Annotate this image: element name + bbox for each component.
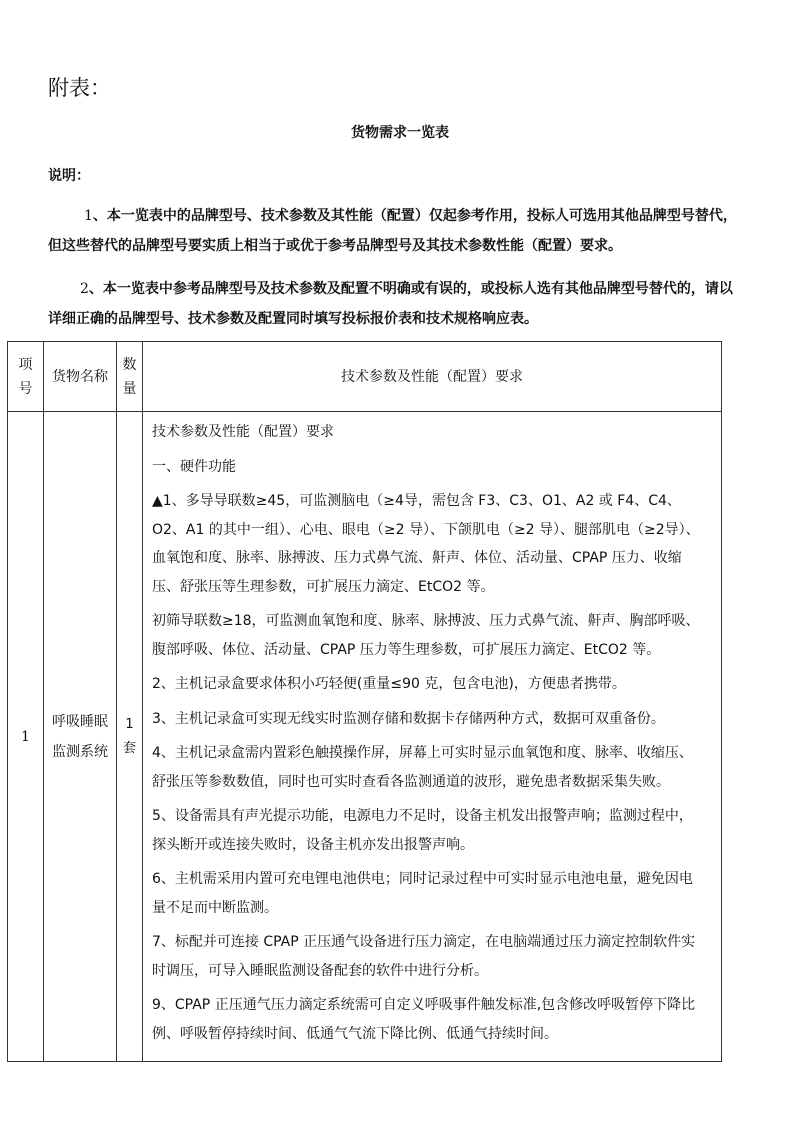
note-paragraph: [48, 274, 744, 334]
note-index: 1: [84, 208, 93, 224]
document-title: 货物需求一览表: [351, 125, 449, 141]
table-row: [8, 412, 722, 1062]
cell-goods-name: 呼吸睡眠监测系统: [44, 412, 117, 1062]
cell-quantity: 1套: [117, 412, 143, 1062]
appendix-title: 附表：: [48, 76, 111, 100]
note-text: 、本一览表中参考品牌型号及技术参数及配置不明确或有误的，或投标人选有其他品牌型号替代的，请以详细正确的品牌型号、技术参数及配置同时填写投标报价表和技术规格响应表。: [48, 281, 733, 327]
spec-line: 3、主机记录盒可实现无线实时监测存储和数据卡存储两种方式，数据可双重备份。: [152, 710, 665, 727]
note-index: 2: [80, 281, 89, 297]
header-item-no: 项号: [8, 342, 44, 412]
requirements-table: [7, 341, 722, 1062]
table-header-row: [8, 342, 722, 412]
spec-line: 6、主机需采用内置可充电锂电池供电；同时记录过程中可实时显示电池电量，避免因电量不足而中断监测。: [152, 871, 693, 916]
spec-line: 技术参数及性能（配置）要求: [152, 424, 334, 440]
note-text: 、本一览表中的品牌型号、技术参数及其性能（配置）仅起参考作用，投标人可选用其他品牌型号替代，但这些替代的品牌型号要实质上相当于或优于参考品牌型号及其技术参数性能（配置）要求。: [48, 208, 737, 254]
spec-line: 2、主机记录盒要求体积小巧轻便(重量≤90 克，包含电池)，方便患者携带。: [152, 676, 626, 692]
spec-line: 5、设备需具有声光提示功能，电源电力不足时，设备主机发出报警声响；监测过程中，探头断开或连接失败时，设备主机亦发出报警声响。: [152, 808, 693, 853]
note-paragraph: [48, 201, 744, 261]
spec-line: 初筛导联数≥18，可监测血氧饱和度、脉率、脉搏波、压力式鼻气流、鼾声、胸部呼吸、腹部呼吸、体位、活动量、CPAP 压力等生理参数，可扩展压力滴定、EtCO2 等。: [152, 613, 700, 658]
spec-line: 9、CPAP 正压通气压力滴定系统需可自定义呼吸事件触发标准,包含修改呼吸暂停下降比例、呼吸暂停持续时间、低通气气流下降比例、低通气持续时间。: [152, 997, 696, 1042]
header-goods-name: 货物名称: [44, 342, 117, 412]
spec-line: 7、标配并可连接 CPAP 正压通气设备进行压力滴定，在电脑端通过压力滴定控制软件实时调压，可导入睡眠监测设备配套的软件中进行分析。: [152, 934, 696, 979]
spec-line: 4、主机记录盒需内置彩色触摸操作屏，屏幕上可实时显示血氧饱和度、脉率、收缩压、舒张压等参数数值，同时也可实时查看各监测通道的波形，避免患者数据采集失败。: [152, 745, 693, 790]
note-heading: 说明：: [48, 168, 90, 184]
spec-line: ▲1、多导导联数≥45，可监测脑电（≥4导，需包含 F3、C3、O1、A2 或 F4、C4、O2、A1 的其中一组）、心电、眼电（≥2 导）、下颌肌电（≥2 导）、腿部肌电（≥2导）、血氧饱和度、脉率、脉搏波、压力式鼻气流、鼾声、体位、活动量、CPAP 压力、收缩压、舒张压等生理参数，可扩展压力滴定、EtCO2 等。: [152, 493, 700, 595]
header-quantity: 数量: [117, 342, 143, 412]
cell-item-no: 1: [8, 412, 44, 1062]
header-spec: 技术参数及性能（配置）要求: [143, 342, 722, 412]
spec-line: 一、硬件功能: [152, 458, 236, 475]
cell-spec: [143, 412, 722, 1062]
